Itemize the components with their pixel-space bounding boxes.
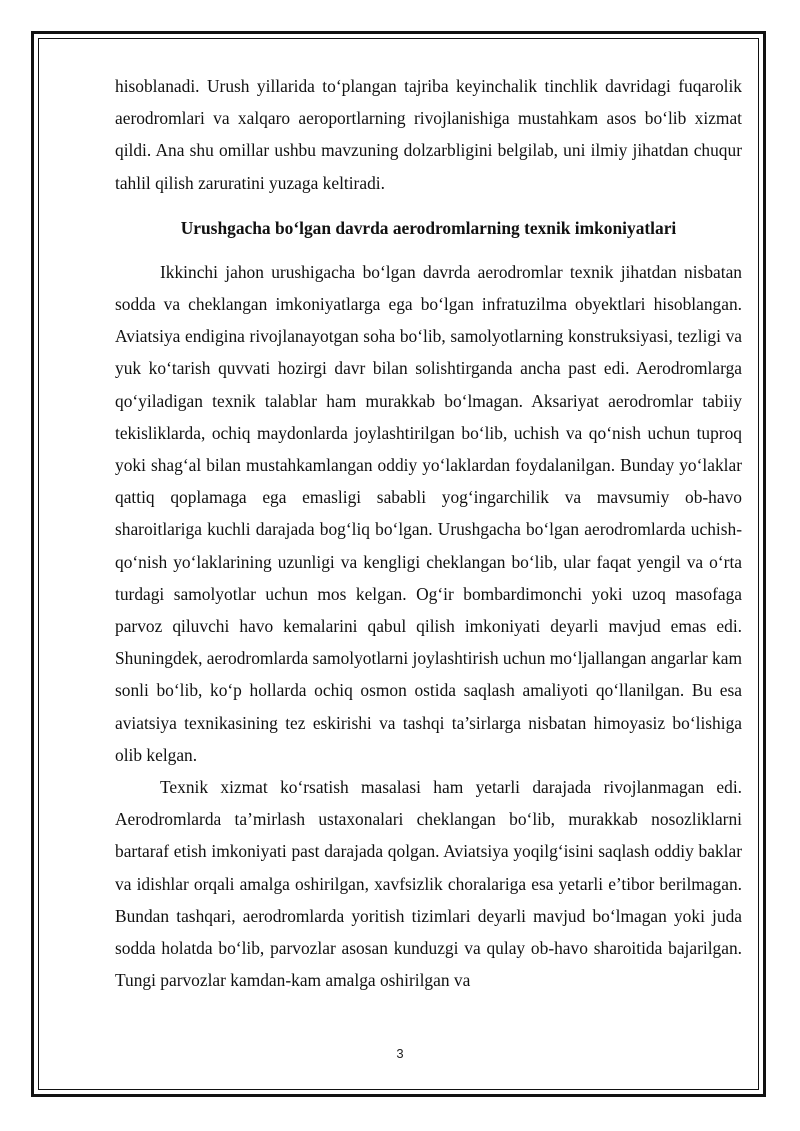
paragraph-technical-service: Texnik xizmat ko‘rsatish masalasi ham yetarli darajada rivojlanmagan edi. Aerodromlarda ta’mirlash ustaxonalari cheklangan bo‘lib, murakkab nosozliklarni bartaraf etish imkoniyati past darajada qolgan. Aviatsiya yoqilg‘isini saqlash oddiy baklar va idishlar orqali amalga oshirilgan, xavfsizlik choralariga esa yetarli e’tibor berilmagan. Bundan tashqari, aerodromlarda yoritish tizimlari deyarli mavjud bo‘lmagan yoki juda sodda holatda bo‘lib, parvozlar asosan kunduzgi va qulay ob-havo sharoitida bajarilgan. Tungi parvozlar kamdan-kam amalga oshirilgan va (115, 777, 742, 991)
page-number: 3 (396, 1046, 404, 1061)
document-body (115, 70, 742, 996)
section-heading: Urushgacha bo‘lgan davrda aerodromlarning texnik imkoniyatlari (180, 217, 677, 238)
paragraph-continuation: hisoblanadi. Urush yillarida to‘plangan tajriba keyinchalik tinchlik davridagi fuqarolik aerodromlari va xalqaro aeroportlarning rivojlanishiga mustahkam asos bo‘lib xizmat qildi. Ana shu omillar ushbu mavzuning dolzarbligini belgilab, uni ilmiy jihatdan chuqur tahlil qilish zaruratini yuzaga keltiradi. (115, 76, 742, 193)
paragraph-technical-capabilities: Ikkinchi jahon urushigacha bo‘lgan davrda aerodromlar texnik jihatdan nisbatan sodda va cheklangan imkoniyatlarga ega bo‘lgan infratuzilma obyektlari hisoblangan. Aviatsiya endigina rivojlanayotgan soha bo‘lib, samolyotlarning konstruksiyasi, tezligi va yuk ko‘tarish quvvati hozirgi davr bilan solishtirganda ancha past edi. Aerodromlarga qo‘yiladigan texnik talablar ham murakkab bo‘lmagan. Aksariyat aerodromlar tabiiy tekisliklarda, ochiq maydonlarda joylashtirilgan bo‘lib, uchish va qo‘nish uchun tuproq yoki shag‘al bilan mustahkamlangan oddiy yo‘laklardan foydalanilgan. Bunday yo‘laklar qattiq qoplamaga ega emasligi sababli yog‘ingarchilik va mavsumiy ob-havo sharoitlariga kuchli darajada bog‘liq bo‘lgan. Urushgacha bo‘lgan aerodromlarda uchish-qo‘nish yo‘laklarining uzunligi va kengligi cheklangan bo‘lib, ular faqat yengil va o‘rta turdagi samolyotlar uchun mos kelgan. Og‘ir bombardimonchi yoki uzoq masofaga parvoz qiluvchi havo kemalarini qabul qilish imkoniyati deyarli mavjud emas edi. Shuningdek, aerodromlarda samolyotlarni joylashtirish uchun mo‘ljallangan angarlar kam sonli bo‘lib, ko‘p hollarda ochiq osmon ostida saqlash amaliyoti qo‘llanilgan. Bu esa aviatsiya texnikasining tez eskirishi va tashqi ta’sirlarga nisbatan himoyasiz bo‘lishiga olib kelgan. (115, 261, 742, 765)
